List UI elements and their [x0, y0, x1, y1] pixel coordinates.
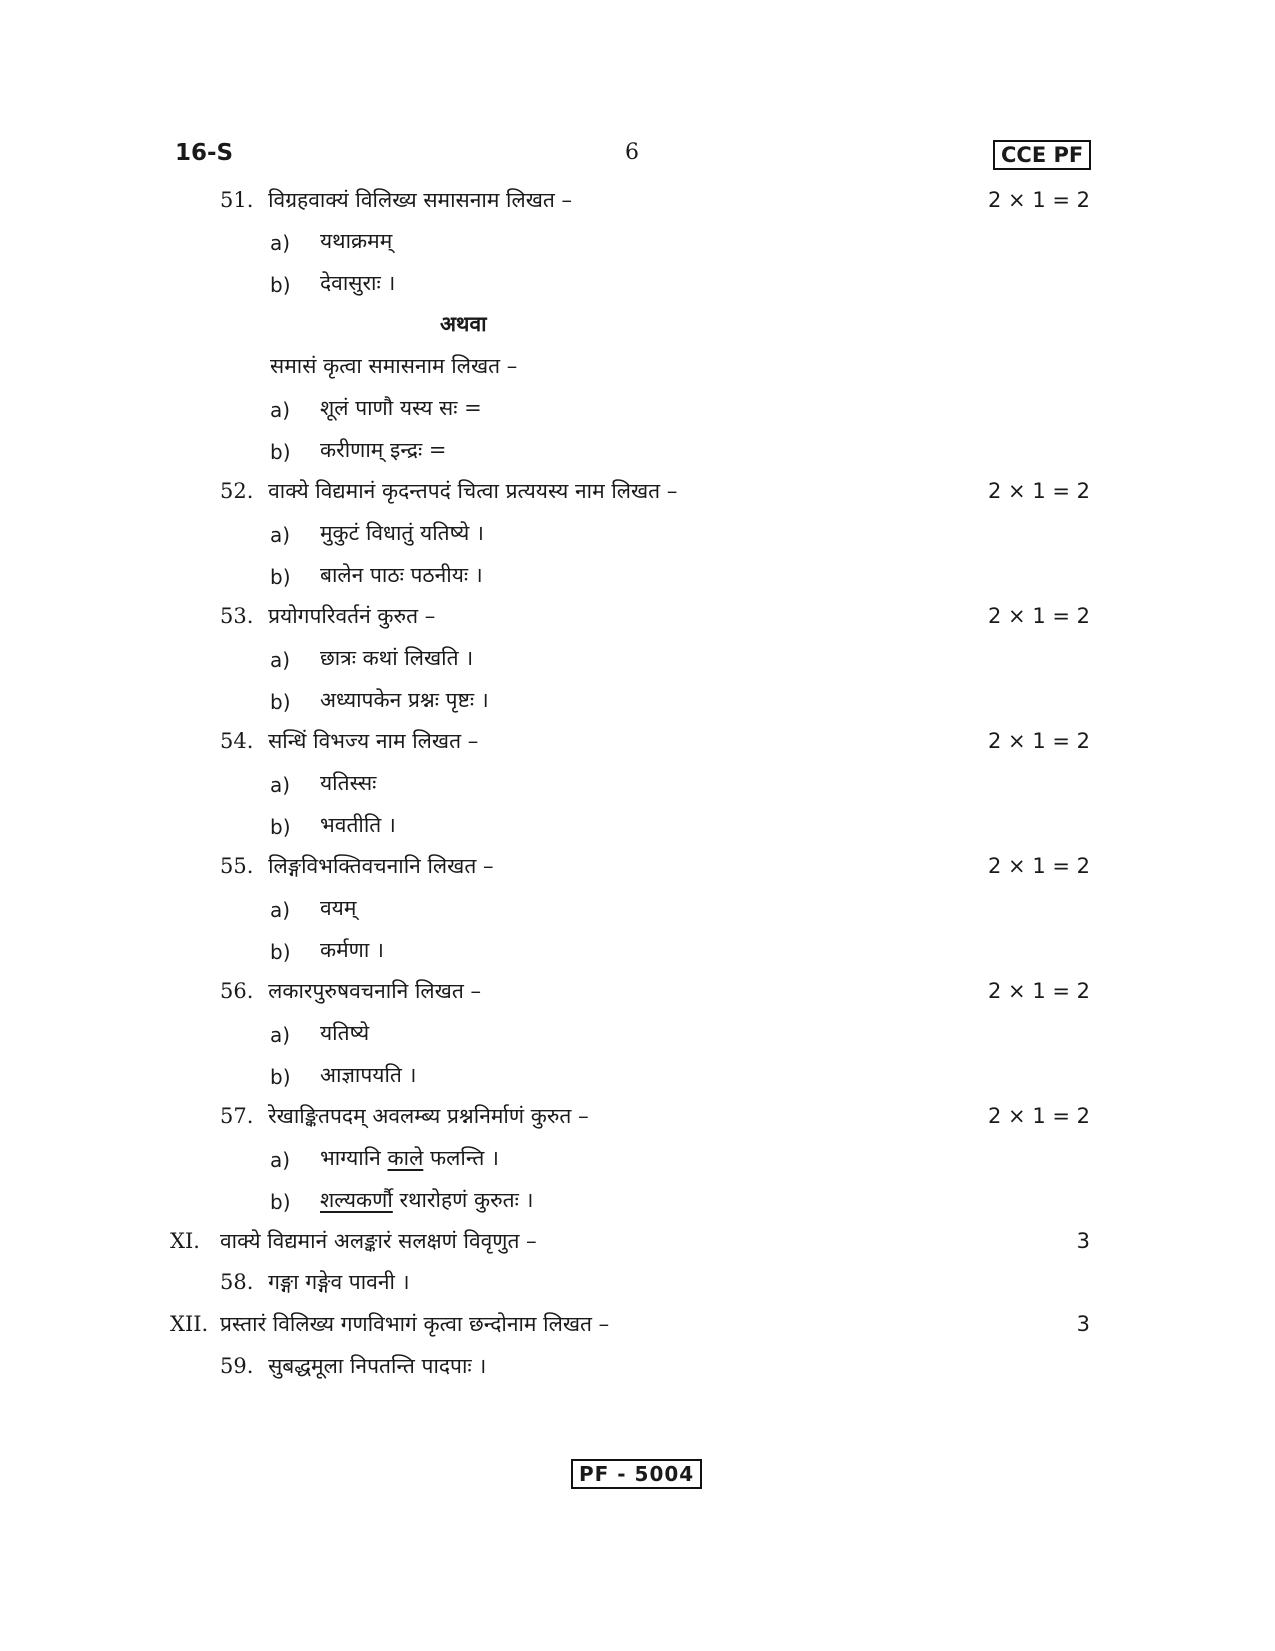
marks-xii: 3: [1076, 1312, 1090, 1336]
option-label: a): [270, 1148, 291, 1172]
option-text: भवतीति ।: [320, 813, 396, 837]
option-label: a): [270, 398, 291, 422]
section-text: प्रस्तारं विलिख्य गणविभागं कृत्वा छन्दोनाम लिखत –: [220, 1312, 610, 1336]
marks-56: 2 × 1 = 2: [988, 979, 1090, 1003]
option-label: b): [270, 273, 291, 297]
section-text: वाक्ये विद्यमानं अलङ्कारं सलक्षणं विवृणुत –: [220, 1229, 537, 1253]
marks-55: 2 × 1 = 2: [988, 854, 1090, 878]
option-text: करीणाम् इन्द्रः =: [320, 438, 447, 462]
option-label: a): [270, 648, 291, 672]
option-text-post: फलन्ति ।: [423, 1146, 499, 1170]
question-number: 51.: [220, 188, 254, 212]
option-label: b): [270, 1190, 291, 1214]
section-xi: [170, 1227, 537, 1255]
option-text: मुकुटं विधातुं यतिष्ये ।: [320, 521, 484, 545]
option-label: a): [270, 231, 291, 255]
option-text-post: रथारोहणं कुरुतः ।: [392, 1188, 534, 1212]
option-text: [320, 1144, 499, 1172]
option-text: अध्यापकेन प्रश्नः पृष्टः ।: [320, 688, 489, 712]
or-heading: अथवा: [440, 311, 487, 336]
question-54: [220, 727, 478, 755]
marks-53: 2 × 1 = 2: [988, 604, 1090, 628]
option-text: [320, 1186, 534, 1214]
question-57: [220, 1102, 589, 1130]
option-label: a): [270, 1023, 291, 1047]
option-text: कर्मणा ।: [320, 938, 384, 962]
question-text: विग्रहवाक्यं विलिख्य समासनाम लिखत –: [268, 188, 573, 212]
question-number: 55.: [220, 854, 254, 878]
option-label: b): [270, 440, 291, 464]
option-text: छात्रः कथां लिखति ।: [320, 646, 474, 670]
option-text: यतिस्सः: [320, 771, 377, 795]
question-58: [220, 1268, 410, 1296]
marks-52: 2 × 1 = 2: [988, 479, 1090, 503]
underlined-word: काले: [387, 1146, 424, 1170]
option-text: यथाक्रमम्: [320, 229, 393, 253]
option-text: वयम्: [320, 896, 357, 920]
question-number: 54.: [220, 729, 254, 753]
option-label: b): [270, 1065, 291, 1089]
question-number: 58.: [220, 1270, 254, 1294]
series-code-box: CCE PF: [993, 140, 1091, 170]
option-label: a): [270, 773, 291, 797]
question-text: वाक्ये विद्यमानं कृदन्तपदं चित्वा प्रत्ययस्य नाम लिखत –: [268, 479, 678, 503]
option-text: बालेन पाठः पठनीयः ।: [320, 563, 483, 587]
marks-57: 2 × 1 = 2: [988, 1104, 1090, 1128]
option-label: a): [270, 523, 291, 547]
underlined-word: शल्यकर्णौ: [320, 1188, 393, 1212]
option-text: यतिष्ये: [320, 1021, 370, 1045]
question-number: 57.: [220, 1104, 254, 1128]
question-text: लिङ्गविभक्तिवचनानि लिखत –: [268, 854, 494, 878]
subject-code: 16-S: [175, 140, 234, 166]
question-text: लकारपुरुषवचनानि लिखत –: [268, 979, 481, 1003]
question-number: 52.: [220, 479, 254, 503]
option-label: b): [270, 815, 291, 839]
question-number: 56.: [220, 979, 254, 1003]
question-text: सन्धिं विभज्य नाम लिखत –: [268, 729, 479, 753]
question-52: [220, 477, 677, 505]
question-55: [220, 852, 493, 880]
question-51: [220, 186, 572, 214]
question-number: 53.: [220, 604, 254, 628]
question-53: [220, 602, 435, 630]
option-text-pre: भाग्यानि: [320, 1146, 388, 1170]
option-text: आज्ञापयति ।: [320, 1063, 417, 1087]
section-xii: [170, 1310, 609, 1338]
option-label: b): [270, 565, 291, 589]
option-label: b): [270, 940, 291, 964]
paper-code-box: PF - 5004: [571, 1459, 702, 1489]
option-label: b): [270, 690, 291, 714]
option-text: शूलं पाणौ यस्य सः =: [320, 396, 482, 420]
section-numeral: XII.: [170, 1312, 209, 1336]
section-numeral: XI.: [170, 1229, 200, 1253]
question-text: रेखाङ्कितपदम् अवलम्ब्य प्रश्ननिर्माणं कुरुत –: [268, 1104, 589, 1128]
question-59: [220, 1352, 486, 1380]
question-text: सुबद्धमूला निपतन्ति पादपाः ।: [268, 1354, 487, 1378]
marks-xi: 3: [1076, 1229, 1090, 1253]
alt-question-text: समासं कृत्वा समासनाम लिखत –: [270, 354, 518, 378]
question-text: गङ्गा गङ्गेव पावनी ।: [268, 1270, 410, 1294]
marks-51: 2 × 1 = 2: [988, 188, 1090, 212]
option-label: a): [270, 898, 291, 922]
marks-54: 2 × 1 = 2: [988, 729, 1090, 753]
question-text: प्रयोगपरिवर्तनं कुरुत –: [268, 604, 436, 628]
page-number: 6: [625, 140, 639, 165]
question-56: [220, 977, 481, 1005]
option-text: देवासुराः ।: [320, 271, 396, 295]
question-number: 59.: [220, 1354, 254, 1378]
